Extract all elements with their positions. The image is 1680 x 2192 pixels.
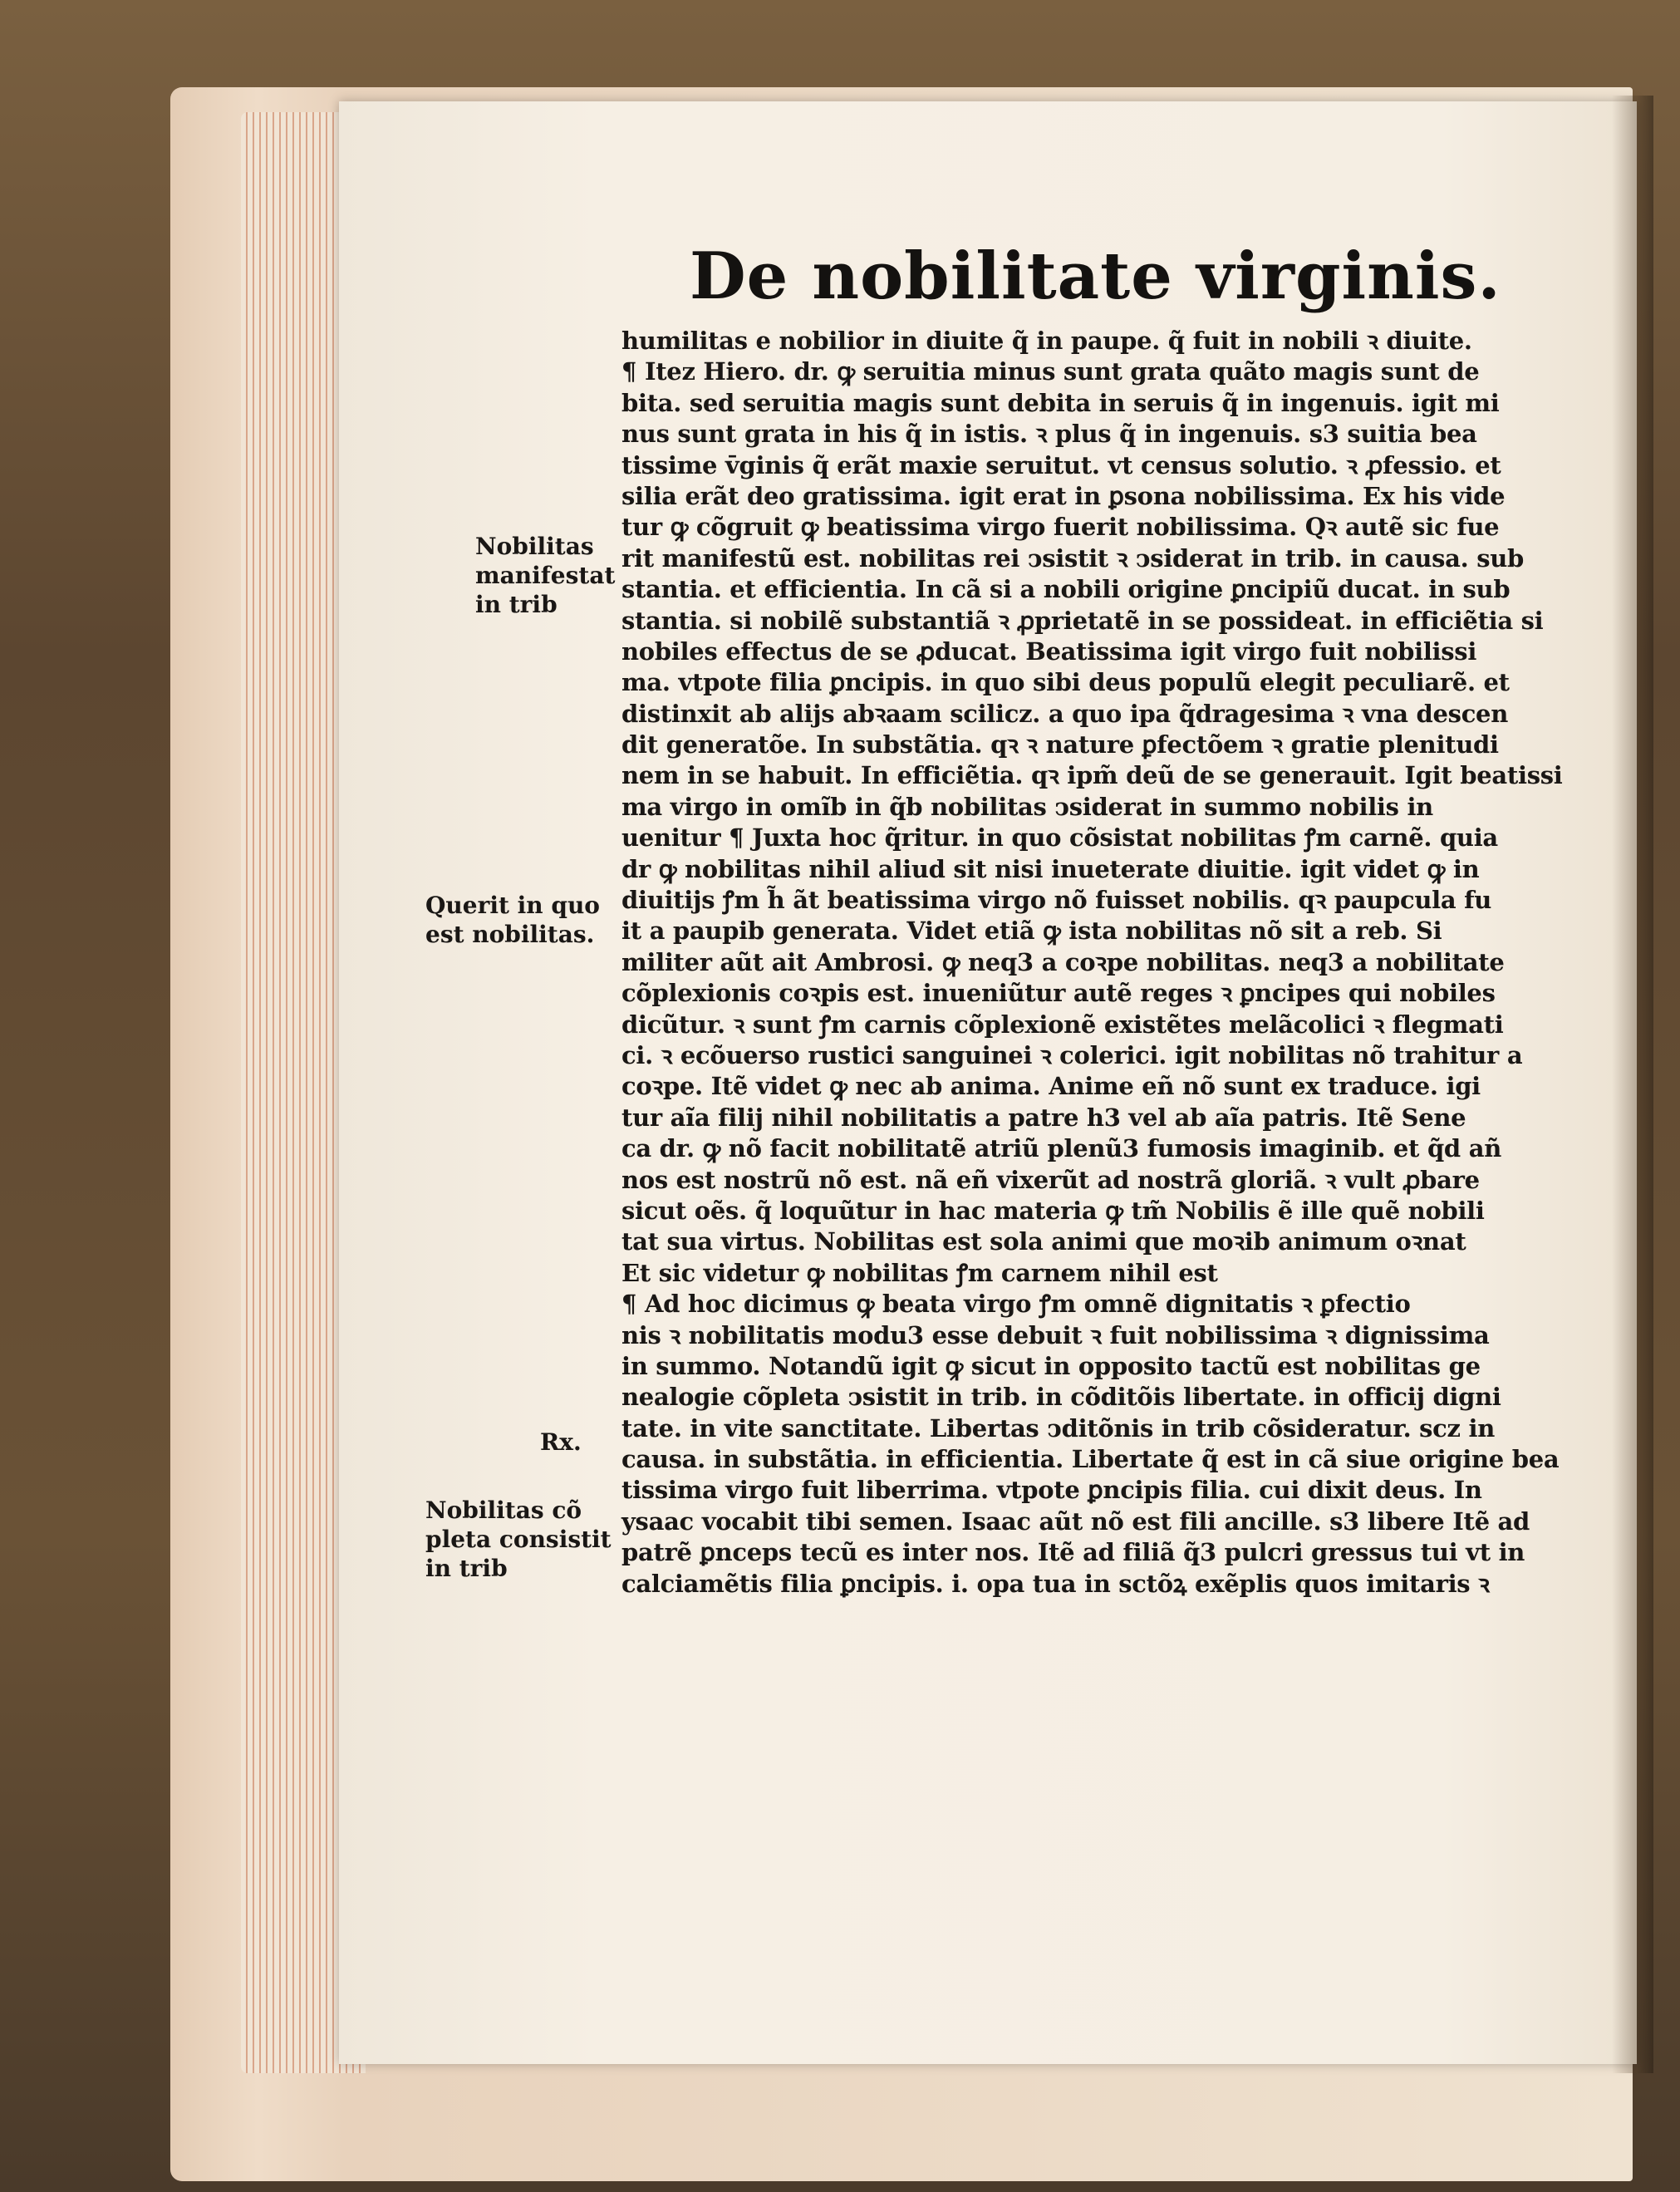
body-line: Et sic videtur ꝙ nobilitas ꝭm carnem nihil est — [621, 1258, 1218, 1287]
body-line: ¶ Ad hoc dicimus ꝙ beata virgo ꝭm omnẽ dignitatis ꝛ ꝑfectio — [621, 1290, 1411, 1319]
margin-line: manifestat — [475, 562, 616, 589]
body-line: tat sua virtus. Nobilitas est sola animi que moꝛib animum oꝛnat — [621, 1227, 1466, 1256]
margin-line: Querit in quo — [425, 892, 600, 919]
body-line: it a paupib generata. Videt etiã ꝙ ista nobilitas nõ sit a reb. Si — [621, 917, 1442, 946]
body-line: diuitijs ꝭm h̃ ãt beatissima virgo nõ fuisset nobilis. qꝛ paupcula fu — [621, 886, 1492, 915]
body-line: tissima virgo fuit liberrima. vtpote ꝑncipis filia. cui dixit deus. In — [621, 1476, 1482, 1505]
body-line: dit generatõe. In substãtia. qꝛ ꝛ nature ꝑfectõem ꝛ gratie plenitudi — [621, 730, 1499, 759]
body-text — [621, 326, 1563, 1600]
body-line: ¶ Itez Hiero. dr. ꝙ seruitia minus sunt grata quãto magis sunt de — [621, 357, 1480, 386]
body-line: sicut oẽs. q̃ loquũtur in hac materia ꝙ tm̃ Nobilis ẽ ille quẽ nobili — [621, 1196, 1485, 1225]
margin-line: Nobilitas cõ — [425, 1497, 582, 1524]
body-line: nobiles effectus de se ꝓducat. Beatissima igit virgo fuit nobilissi — [621, 636, 1477, 666]
margin-line: est nobilitas. — [425, 921, 595, 948]
body-line: silia erãt deo gratissima. igit erat in ꝑsona nobilissima. Ex his vide — [621, 481, 1506, 510]
body-line: causa. in substãtia. in efficientia. Libertate q̃ est in cã siue origine bea — [621, 1445, 1560, 1474]
margin-line: in trib — [475, 591, 558, 618]
body-line: ma. vtpote filia ꝑncipis. in quo sibi deus populũ elegit peculiarẽ. et — [621, 668, 1510, 697]
body-line: nis ꝛ nobilitatis modu3 esse debuit ꝛ fuit nobilissima ꝛ dignissima — [621, 1320, 1490, 1349]
body-line: bita. sed seruitia magis sunt debita in seruis q̃ in ingenuis. igit mi — [621, 388, 1500, 417]
body-line: tur ꝙ cõgruit ꝙ beatissima virgo fuerit nobilissima. Qꝛ autẽ sic fue — [621, 513, 1500, 542]
body-line: calciamẽtis filia ꝑncipis. i. opa tua in sctõꝝ exẽplis quos imitaris ꝛ — [621, 1569, 1490, 1598]
body-line: nem in se habuit. In efficiẽtia. qꝛ ipm̃ deũ de se generauit. Igit beatissi — [621, 761, 1563, 790]
margin-note-nobilitas-completa — [425, 1496, 616, 1583]
body-line: coꝛpe. Itẽ videt ꝙ nec ab anima. Anime eñ nõ sunt ex traduce. igi — [621, 1072, 1481, 1101]
body-line: in summo. Notandũ igit ꝙ sicut in opposito tactũ est nobilitas ge — [621, 1351, 1481, 1380]
page-gutter-shadow — [1612, 96, 1653, 2073]
body-line: tissime v̄ginis q̃ erãt maxie seruitut. vt census solutio. ꝛ ꝓfessio. et — [621, 450, 1501, 479]
body-line: rit manifestũ est. nobilitas rei ↄsistit ꝛ ↄsiderat in trib. in causa. sub — [621, 543, 1525, 573]
body-line: tur aĩa filij nihil nobilitatis a patre h3 vel ab aĩa patris. Itẽ Sene — [621, 1103, 1466, 1132]
page-title: De nobilitate virginis. — [690, 238, 1501, 314]
body-line: uenitur ¶ Juxta hoc q̃ritur. in quo cõsistat nobilitas ꝭm carnẽ. quia — [621, 823, 1498, 853]
body-line: ysaac vocabit tibi semen. Isaac aũt nõ est fili ancille. s3 libere Itẽ ad — [621, 1506, 1530, 1536]
body-line: nus sunt grata in his q̃ in istis. ꝛ plus q̃ in ingenuis. s3 suitia bea — [621, 420, 1477, 449]
body-line: stantia. si nobilẽ substantiã ꝛ ꝓprietatẽ in se possideat. in efficiẽtia si — [621, 606, 1544, 635]
margin-note-nobilitas-manifestat — [475, 532, 666, 619]
body-line: ci. ꝛ ecõuerso rustici sanguinei ꝛ colerici. igit nobilitas nõ trahitur a — [621, 1040, 1523, 1069]
body-line: distinxit ab alijs abꝛaam scilicz. a quo ipa q̃dragesima ꝛ vna descen — [621, 699, 1508, 728]
body-line: militer aũt ait Ambrosi. ꝙ neq3 a coꝛpe nobilitas. neq3 a nobilitate — [621, 947, 1505, 976]
body-line: stantia. et efficientia. In cã si a nobili origine ꝑncipiũ ducat. in sub — [621, 575, 1511, 604]
margin-note-rx — [540, 1428, 731, 1457]
margin-line: Rx. — [540, 1428, 582, 1456]
body-line: patrẽ ꝑnceps tecũ es inter nos. Itẽ ad filiã q̃3 pulcri gressus tui vt in — [621, 1538, 1525, 1567]
body-line: humilitas e nobilior in diuite q̃ in paupe. q̃ fuit in nobili ꝛ diuite. — [621, 327, 1472, 355]
body-line: cõplexionis coꝛpis est. inueniũtur autẽ reges ꝛ ꝑncipes qui nobiles — [621, 979, 1496, 1008]
body-line: ca dr. ꝙ nõ facit nobilitatẽ atriũ plenũ3 fumosis imaginib. et q̃d añ — [621, 1134, 1501, 1163]
margin-line: Nobilitas — [475, 533, 594, 560]
margin-note-querit — [425, 891, 616, 949]
body-line: nealogie cõpleta ↄsistit in trib. in cõditõis libertate. in officij digni — [621, 1383, 1501, 1412]
body-line: dicũtur. ꝛ sunt ꝭm carnis cõplexionẽ existẽtes melãcolici ꝛ flegmati — [621, 1010, 1504, 1039]
body-line: nos est nostrũ nõ est. nã eñ vixerũt ad nostrã gloriã. ꝛ vult ꝓbare — [621, 1165, 1480, 1194]
body-line: dr ꝙ nobilitas nihil aliud sit nisi inueterate diuitie. igit videt ꝙ in — [621, 854, 1480, 883]
body-line: ma virgo in omĩb in q̃b nobilitas ↄsiderat in summo nobilis in — [621, 792, 1433, 821]
margin-line: pleta consistit — [425, 1526, 612, 1553]
margin-line: in trib — [425, 1555, 508, 1582]
body-line: tate. in vite sanctitate. Libertas ↄditõnis in trib cõsideratur. scz in — [621, 1413, 1496, 1442]
